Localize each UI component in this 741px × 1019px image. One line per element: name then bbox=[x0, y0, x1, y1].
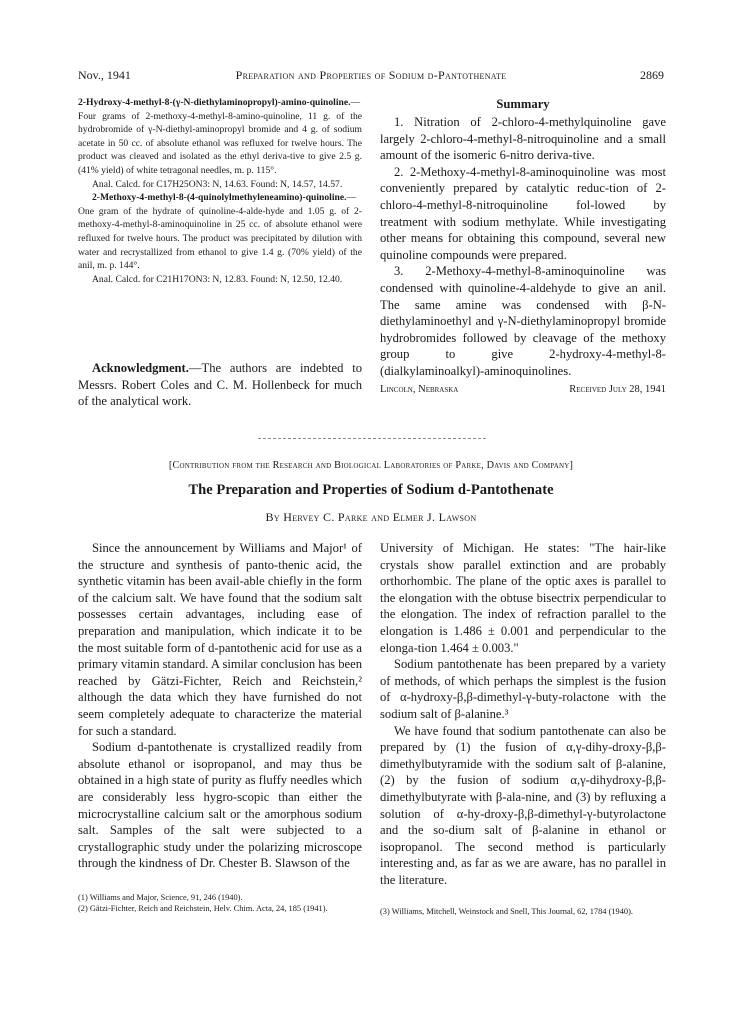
prev-article-experimental bbox=[78, 96, 362, 286]
summary-heading: Summary bbox=[496, 97, 550, 111]
footnote-2: (2) Gätzi-Fichter, Reich and Reichstein, Helv. Chim. Acta, 24, 185 (1941). bbox=[78, 904, 328, 913]
acknowledgment bbox=[78, 360, 362, 410]
summary-section bbox=[380, 96, 666, 397]
footnote-1: (1) Williams and Major, Science, 91, 246 (1940). bbox=[78, 893, 243, 902]
summary-item-2: 2. 2-Methoxy-4-methyl-8-aminoquinoline was most conveniently prepared by catalytic reduc-tion of 2-chloro-4-methyl-8-nitroquinoline fol-lowed by treatment with sodium methylate. While investigating other means for obtaining this compound, several new quinoline compounds were prepared. bbox=[380, 164, 666, 262]
body-paragraph-5: We have found that sodium pantothenate can also be prepared by (1) the fusion of α,γ-dihy-droxy-β,β-dimethylbutyramide with the sodium salt of β-alanine, (2) by the fusion of sodium α,γ-dihydroxy-β,β-dimethylbutyrate with β-ala-nine, and (3) by refluxing a solution of α-hy-droxy-β,β-dimethyl-γ-butyrolactone and the so-dium salt of β-alanine in ethanol or isopropanol. The second method is particularly interesting and, as far as we are aware, has no parallel in the literature. bbox=[380, 723, 666, 887]
procedure-text-1: —Four grams of 2-methoxy-4-methyl-8-amino-quinoline, 11 g. of the hydrobromide of γ-N-diethyl-aminopropyl bromide and 4 g. of sodium acetate in 50 cc. of absolute ethanol was refluxed for twelve hours. The product was cleaved and isolated as the ethyl deriva-tive to give 2.5 g. (41% yield) of white tetragonal needles, m. p. 115°. bbox=[78, 97, 362, 176]
body-paragraph-1: Since the announcement by Williams and Major¹ of the structure and synthesis of panto-thenic acid, the synthetic vitamin has been avail-able chiefly in the form of the calcium salt. We have found that the sodium salt possesses certain advantages, including ease of preparation and manipulation, which indicate it to be the most suitable form of d-pantothenic acid for use as a primary vitamin standard. A similar conclusion has been reached by Gätzi-Fichter, Reich and Reichstein,² although the data which they have furnished do not seem completely adequate to characterize the material for such a standard. bbox=[78, 541, 362, 738]
analysis-1: Anal. Calcd. for C17H25ON3: N, 14.63. Found: N, 14.57, 14.57. bbox=[92, 178, 343, 190]
section-divider bbox=[258, 438, 486, 439]
body-paragraph-3: University of Michigan. He states: "The hair-like crystals show parallel extinction and are probably orthorhombic. The plane of the optic axes is parallel to the elongation with the obtuse bisectrix perpendicular to the elongation. The index of refraction parallel to the elongation is 1.486 ± 0.001 and perpendicular to the elonga-tion 1.464 ± 0.003." bbox=[380, 541, 666, 655]
acknowledgment-text: —The authors are indebted to Messrs. Robert Coles and C. M. Hollenbeck for much of the analytical work. bbox=[78, 361, 362, 409]
footnotes-right bbox=[380, 906, 666, 917]
signature-line bbox=[380, 382, 666, 397]
location: Lincoln, Nebraska bbox=[380, 383, 459, 395]
body-paragraph-4: Sodium pantothenate has been prepared by a variety of methods, of which perhaps the simplest is the fusion of α-hydroxy-β,β-dimethyl-γ-buty-rolactone with the sodium salt of β-alanine.³ bbox=[380, 657, 666, 721]
body-column-right bbox=[380, 540, 666, 888]
authors-line: By Hervey C. Parke and Elmer J. Lawson bbox=[265, 510, 477, 524]
body-column-left bbox=[78, 540, 362, 872]
header-page-number: 2869 bbox=[640, 68, 664, 82]
running-header bbox=[78, 68, 664, 86]
compound-heading-1: 2-Hydroxy-4-methyl-8-(γ-N-diethylaminopropyl)-amino-quinoline. bbox=[78, 97, 351, 108]
article-title: The Preparation and Properties of Sodium d-Pantothenate bbox=[188, 482, 554, 498]
contribution-line: [Contribution from the Research and Biological Laboratories of Parke, Davis and Company] bbox=[168, 460, 574, 471]
acknowledgment-heading: Acknowledgment. bbox=[92, 361, 189, 375]
analysis-2: Anal. Calcd. for C21H17ON3: N, 12.83. Found: N, 12.50, 12.40. bbox=[92, 273, 343, 285]
body-paragraph-2: Sodium d-pantothenate is crystallized readily from absolute ethanol or isopropanol, and may thus be obtained in a high state of purity as fluffy needles which are considerably less hygro-scopic than either the microcrystalline calcium salt or the amorphous sodium salt. Samples of the salt were subjected to a crystallographic study under the polarizing microscope through the kindness of Dr. Chester B. Slawson of the bbox=[78, 740, 362, 871]
compound-heading-2: 2-Methoxy-4-methyl-8-(4-quinolylmethyleneamino)-quinoline. bbox=[92, 192, 347, 204]
received-date: Received July 28, 1941 bbox=[569, 383, 666, 395]
procedure-paragraph-1 bbox=[78, 96, 362, 178]
footnote-3: (3) Williams, Mitchell, Weinstock and Snell, This Journal, 62, 1784 (1940). bbox=[380, 907, 634, 916]
summary-item-3: 3. 2-Methoxy-4-methyl-8-aminoquinoline was condensed with quinoline-4-aldehyde to give an anil. The same amine was condensed with β-N-diethylaminoethyl and γ-N-diethylaminopropyl bromide hydrobromides followed by cleavage of the methoxy group to give 2-hydroxy-4-methyl-8-(dialkylaminoalkyl)-aminoquinolines. bbox=[380, 264, 666, 378]
footnotes-left bbox=[78, 892, 362, 914]
header-title: Preparation and Properties of Sodium d-Pantothenate bbox=[235, 68, 507, 82]
acknowledgment-paragraph bbox=[78, 360, 362, 410]
summary-item-1: 1. Nitration of 2-chloro-4-methylquinoline gave largely 2-chloro-4-methyl-8-nitroquinoline and a small amount of the isomeric 6-nitro deriva-tive. bbox=[380, 115, 666, 163]
procedure-text-2: —One gram of the hydrate of quinoline-4-alde-hyde and 1.05 g. of 2-methoxy-4-methyl-8-aminoquinoline in 25 cc. of absolute ethanol were refluxed for twelve hours. The product was precipitated by dilution with water and recrystallized from ethanol to give 1.4 g. (70% yield) of the anil, m. p. 144°. bbox=[78, 192, 362, 272]
procedure-paragraph-2 bbox=[78, 191, 362, 273]
header-date: Nov., 1941 bbox=[78, 68, 131, 82]
